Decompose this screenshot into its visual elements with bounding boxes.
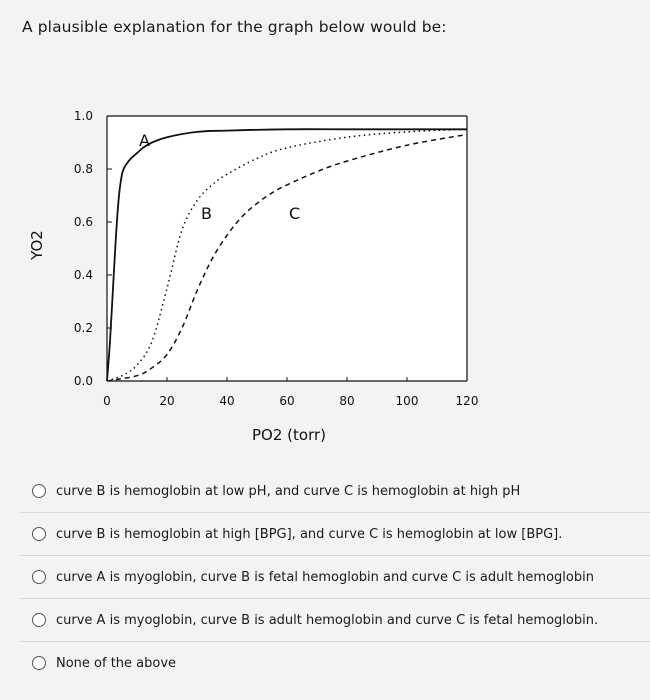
curve-label-c: C (289, 204, 301, 223)
answer-option-2-label[interactable]: curve B is hemoglobin at high [BPG], and curve C is hemoglobin at low [BPG]. (56, 526, 563, 542)
question-text: A plausible explanation for the graph below would be: (22, 18, 447, 36)
radio-button-3[interactable] (32, 570, 46, 584)
y-tick-label: 0.6 (73, 215, 93, 229)
plot-area (107, 116, 467, 381)
y-tick-label: 0.0 (73, 374, 93, 388)
answer-option-1[interactable] (20, 470, 650, 513)
y-tick-label: 0.8 (73, 162, 93, 176)
curve-label-a: A (139, 131, 150, 150)
x-tick-label: 100 (395, 394, 419, 408)
answer-option-3[interactable] (20, 556, 650, 599)
radio-button-5[interactable] (32, 656, 46, 670)
x-tick-label: 40 (219, 394, 235, 408)
radio-button-2[interactable] (32, 527, 46, 541)
answer-option-4-label[interactable]: curve A is myoglobin, curve B is adult hemoglobin and curve C is fetal hemoglobin. (56, 612, 599, 628)
answer-option-5-label[interactable]: None of the above (56, 655, 177, 671)
x-tick-label: 20 (159, 394, 175, 408)
answer-option-2[interactable] (20, 513, 650, 556)
answer-option-1-label[interactable]: curve B is hemoglobin at low pH, and curve C is hemoglobin at high pH (56, 483, 521, 499)
answer-option-5[interactable] (20, 642, 650, 684)
x-tick-label: 120 (455, 394, 479, 408)
x-axis-title: PO2 (torr) (252, 426, 326, 444)
curve-label-b: B (201, 204, 212, 223)
y-tick-label: 1.0 (73, 109, 93, 123)
radio-button-1[interactable] (32, 484, 46, 498)
answer-option-4[interactable] (20, 599, 650, 642)
x-tick-label: 80 (339, 394, 355, 408)
radio-button-4[interactable] (32, 613, 46, 627)
y-tick-label: 0.4 (73, 268, 93, 282)
x-tick-label: 0 (103, 394, 111, 408)
y-tick-label: 0.2 (73, 321, 93, 335)
x-tick-label: 60 (279, 394, 295, 408)
y-axis-title: YO2 (28, 230, 46, 260)
answer-options (20, 470, 650, 684)
answer-option-3-label[interactable]: curve A is myoglobin, curve B is fetal hemoglobin and curve C is adult hemoglobin (56, 569, 594, 585)
y-ticks (74, 109, 112, 388)
x-ticks (103, 377, 478, 408)
